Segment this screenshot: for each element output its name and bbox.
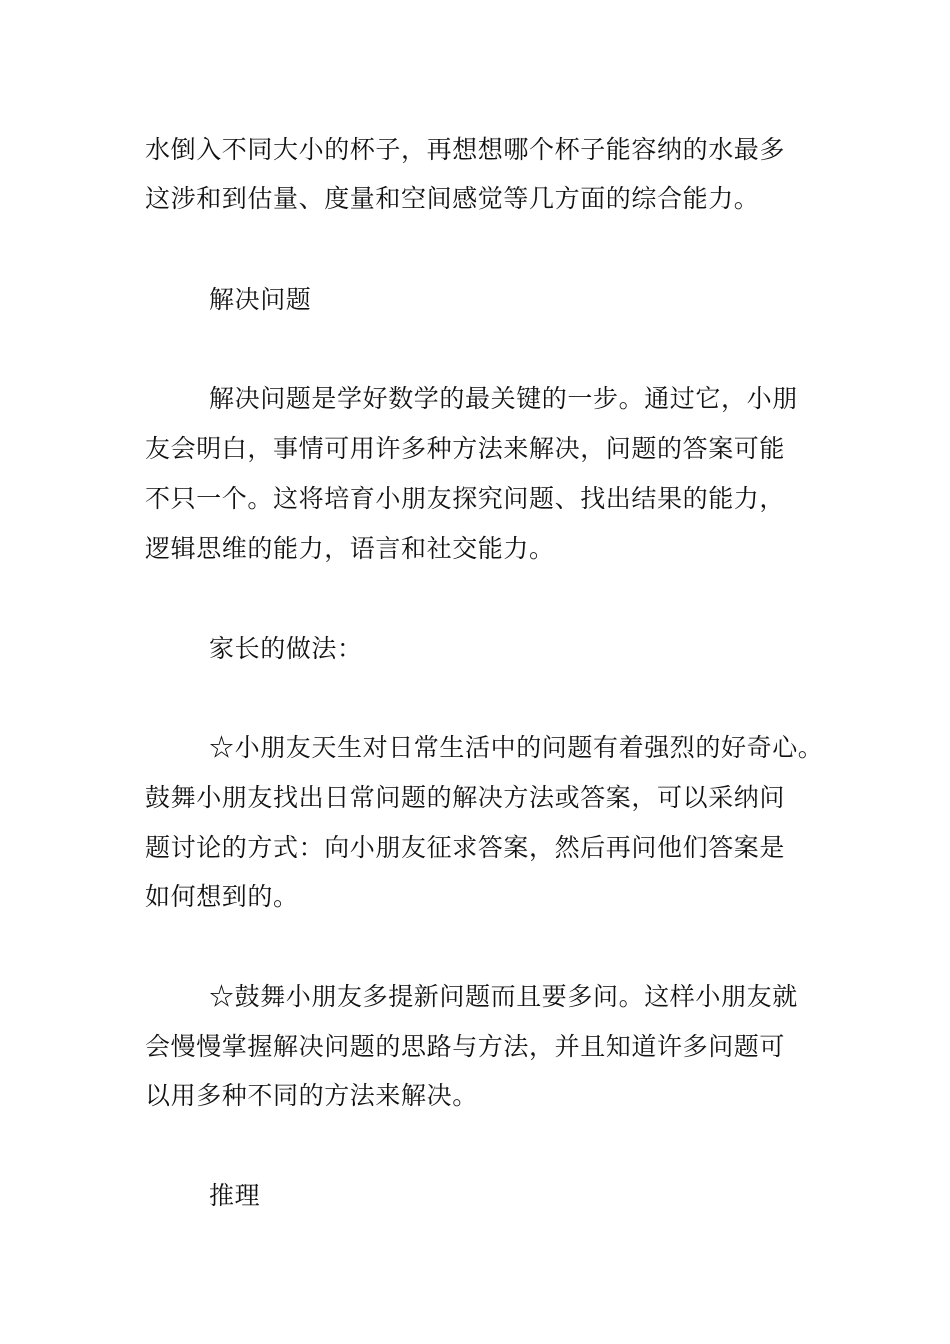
- paragraph-3-line-3: 题讨论的方式：向小朋友征求答案，然后再问他们答案是: [145, 833, 786, 862]
- paragraph-1-line-1: 水倒入不同大小的杯子，再想想哪个杯子能容纳的水最多: [145, 135, 786, 164]
- paragraph-2-line-3: 不只一个。这将培育小朋友探究问题、找出结果的能力，: [145, 484, 786, 513]
- paragraph-3-line-1: ☆小朋友天生对日常生活中的问题有着强烈的好奇心。: [209, 733, 824, 762]
- paragraph-3-line-4: 如何想到的。: [145, 882, 299, 911]
- paragraph-4-line-2: 会慢慢掌握解决问题的思路与方法，并且知道许多问题可: [145, 1032, 786, 1061]
- paragraph-1-line-2: 这涉和到估量、度量和空间感觉等几方面的综合能力。: [145, 184, 760, 213]
- section-heading-problem-solving: 解决问题: [209, 285, 312, 314]
- section-heading-parent-methods: 家长的做法：: [209, 634, 363, 663]
- paragraph-3-line-2: 鼓舞小朋友找出日常问题的解决方法或答案，可以采纳问: [145, 783, 786, 812]
- paragraph-4-line-3: 以用多种不同的方法来解决。: [145, 1081, 478, 1110]
- paragraph-2-line-1: 解决问题是学好数学的最关键的一步。通过它，小朋: [209, 384, 798, 413]
- paragraph-4-line-1: ☆鼓舞小朋友多提新问题而且要多问。这样小朋友就: [209, 982, 798, 1011]
- paragraph-2-line-2: 友会明白，事情可用许多种方法来解决，问题的答案可能: [145, 434, 786, 463]
- section-heading-reasoning: 推理: [209, 1181, 261, 1210]
- paragraph-2-line-4: 逻辑思维的能力，语言和社交能力。: [145, 534, 555, 563]
